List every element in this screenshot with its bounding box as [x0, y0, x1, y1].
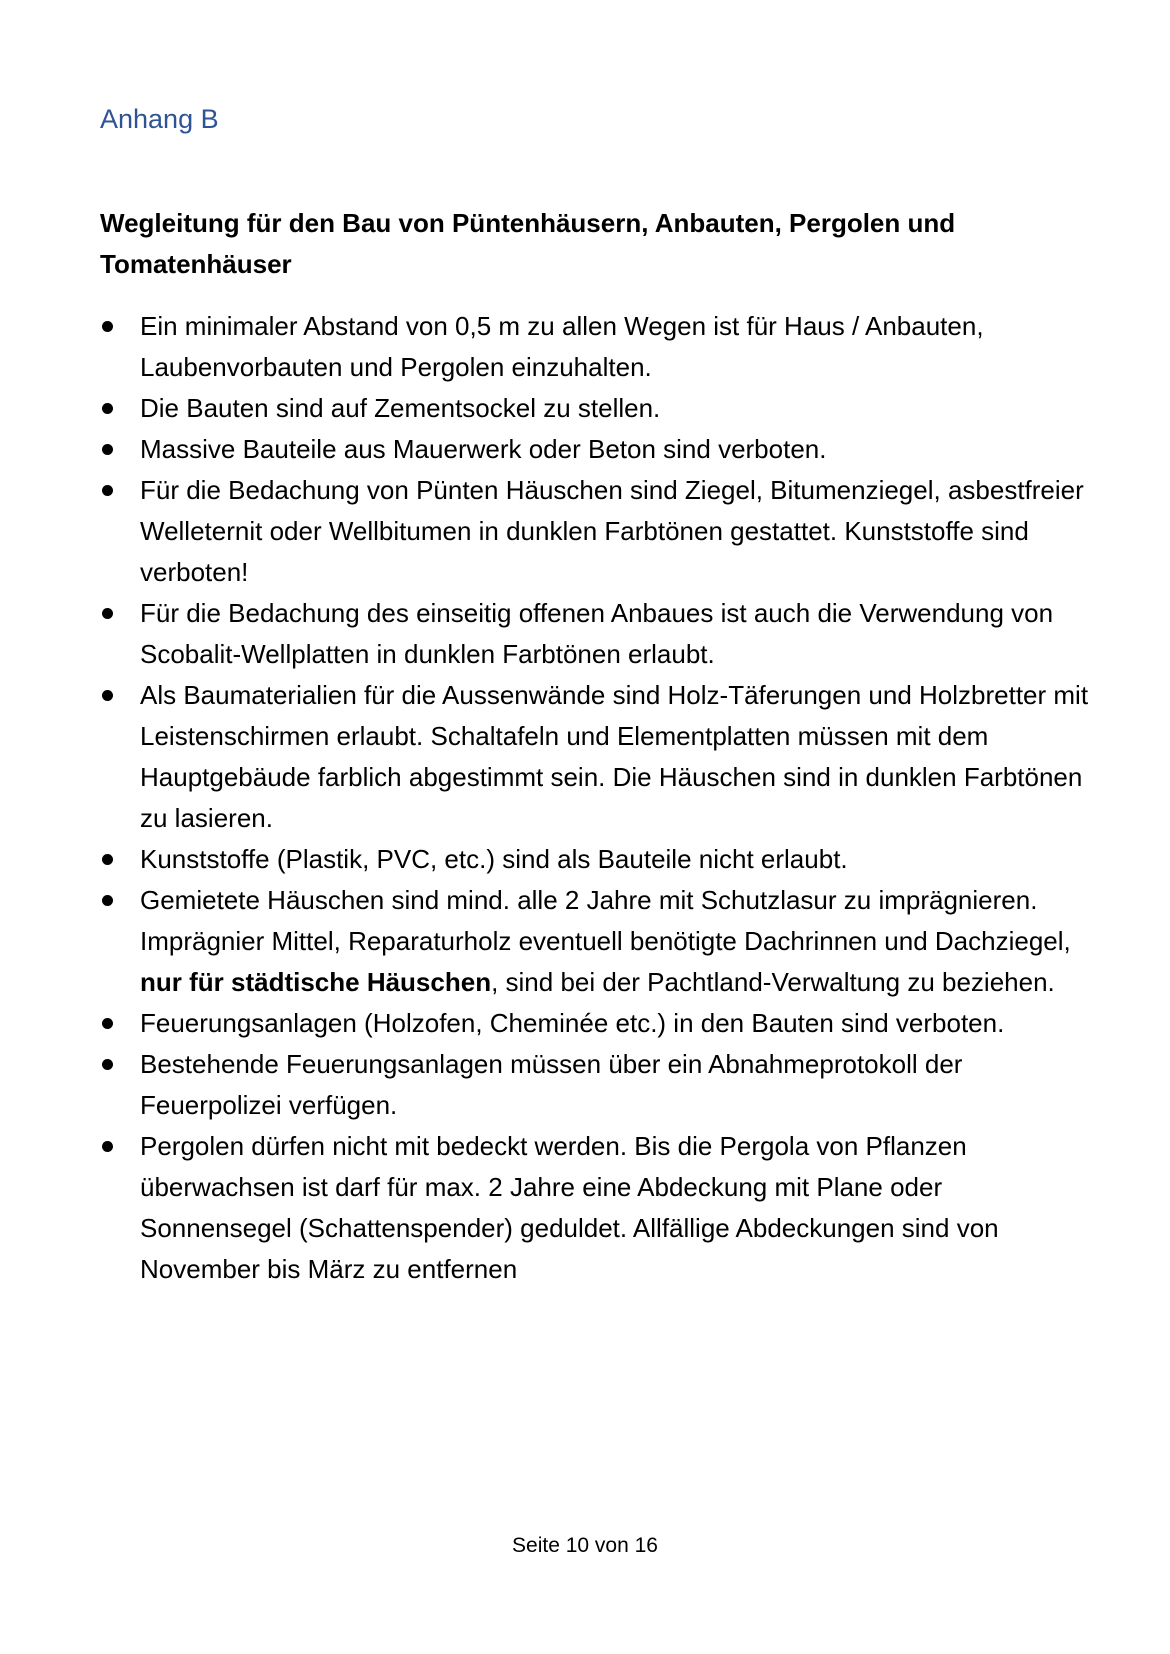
rule-item [100, 593, 1090, 675]
appendix-title: Anhang B [100, 104, 219, 134]
bullet-icon [102, 1018, 113, 1029]
rule-item [100, 839, 1090, 880]
bullet-icon [102, 690, 113, 701]
rule-text: Ein minimaler Abstand von 0,5 m zu allen Wegen ist für Haus / Anbauten, Laubenvorbauten und Pergolen einzuhalten. [140, 311, 984, 382]
rule-text: Für die Bedachung des einseitig offenen Anbaues ist auch die Verwendung von Scobalit-Wellplatten in dunklen Farbtönen erlaubt. [140, 598, 1054, 669]
rule-item [100, 675, 1090, 839]
rule-item [100, 1003, 1090, 1044]
bullet-icon [102, 485, 113, 496]
rule-item [100, 1126, 1090, 1290]
rule-text-part: , sind bei der Pachtland-Verwaltung zu beziehen. [491, 967, 1055, 997]
rule-text-part: Gemietete Häuschen sind mind. alle 2 Jahre mit Schutzlasur zu imprägnieren. Imprägnier Mittel, Reparaturholz eventuell benötigte Dachrinnen und Dachziegel, [140, 885, 1071, 956]
rules-list [100, 306, 1090, 1290]
rule-text: Die Bauten sind auf Zementsockel zu stellen. [140, 393, 661, 423]
rule-text: Kunststoffe (Plastik, PVC, etc.) sind als Bauteile nicht erlaubt. [140, 844, 848, 874]
rule-item [100, 388, 1090, 429]
rule-item [100, 880, 1090, 1003]
rule-emphasis: nur für städtische Häuschen [140, 967, 492, 997]
bullet-icon [102, 608, 113, 619]
rule-item [100, 470, 1090, 593]
rule-text: Massive Bauteile aus Mauerwerk oder Beton sind verboten. [140, 434, 827, 464]
bullet-icon [102, 1059, 113, 1070]
rule-item [100, 306, 1090, 388]
bullet-icon [102, 854, 113, 865]
bullet-icon [102, 895, 113, 906]
bullet-icon [102, 444, 113, 455]
rule-text: Pergolen dürfen nicht mit bedeckt werden. Bis die Pergola von Pflanzen überwachsen ist darf für max. 2 Jahre eine Abdeckung mit Plane oder Sonnensegel (Schattenspender) geduldet. Allfällige Abdeckungen sind von November bis März zu entfernen [140, 1131, 999, 1284]
bullet-icon [102, 403, 113, 414]
bullet-icon [102, 321, 113, 332]
rule-text: Bestehende Feuerungsanlagen müssen über ein Abnahmeprotokoll der Feuerpolizei verfügen. [140, 1049, 963, 1120]
rule-item [100, 1044, 1090, 1126]
bullet-icon [102, 1141, 113, 1152]
rule-text: Für die Bedachung von Pünten Häuschen sind Ziegel, Bitumenziegel, asbestfreier Welleternit oder Wellbitumen in dunklen Farbtönen gestattet. Kunststoffe sind verboten! [140, 475, 1084, 587]
rule-item [100, 429, 1090, 470]
page-footer: Seite 10 von 16 [512, 1534, 658, 1557]
rule-text: Als Baumaterialien für die Aussenwände sind Holz-Täferungen und Holzbretter mit Leistenschirmen erlaubt. Schaltafeln und Elementplatten müssen mit dem Hauptgebäude farblich abgestimmt sein. Die Häuschen sind in dunklen Farbtönen zu lasieren. [140, 680, 1089, 833]
section-heading: Wegleitung für den Bau von Püntenhäusern, Anbauten, Pergolen und Tomatenhäuser [100, 208, 956, 279]
rule-text: Feuerungsanlagen (Holzofen, Cheminée etc.) in den Bauten sind verboten. [140, 1008, 1005, 1038]
